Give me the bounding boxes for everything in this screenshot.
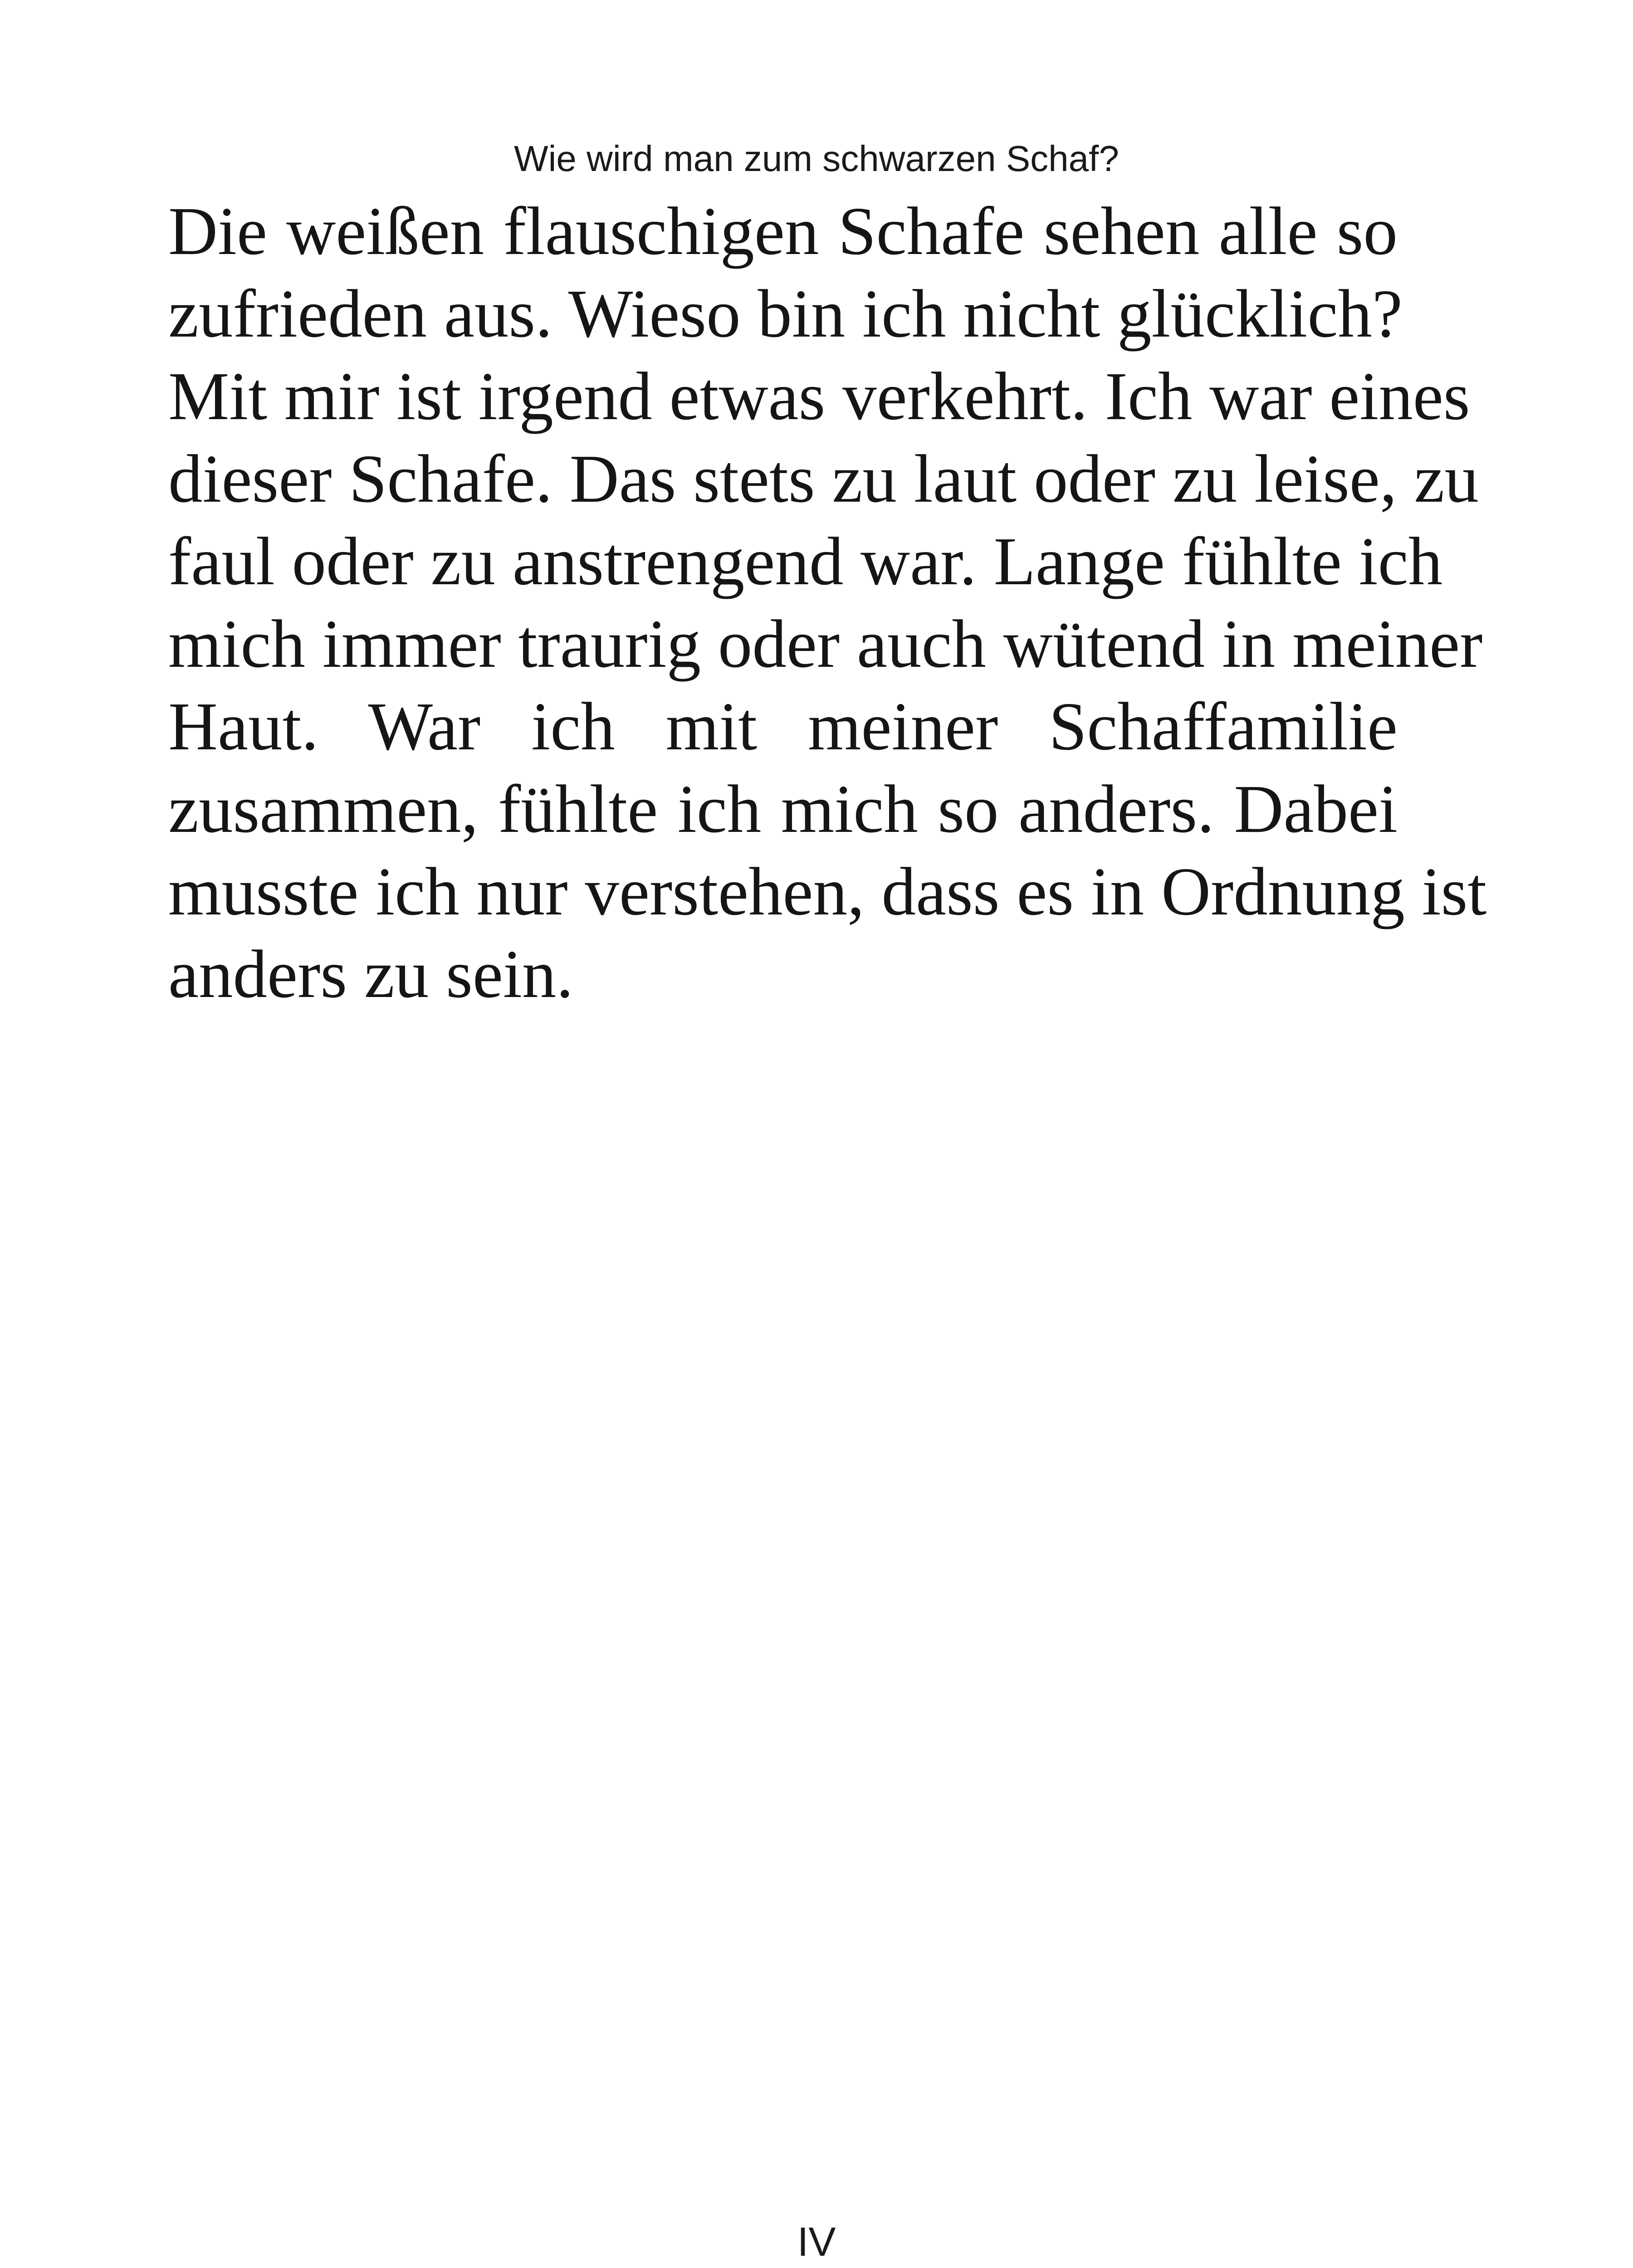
text-line: mich immer traurig oder auch wütend in meiner bbox=[168, 606, 1483, 682]
text-line: zufrieden aus. Wieso bin ich nicht glücklich? bbox=[168, 275, 1403, 352]
text-line: dieser Schafe. Das stets zu laut oder zu leise, zu bbox=[168, 440, 1479, 517]
text-line: Mit mir ist irgend etwas verkehrt. Ich war eines bbox=[168, 358, 1470, 434]
running-header: Wie wird man zum schwarzen Schaf? bbox=[514, 138, 1119, 179]
text-line: zusammen, fühlte ich mich so anders. Dabei bbox=[168, 771, 1398, 847]
page-number: IV bbox=[797, 2219, 836, 2265]
body-paragraph bbox=[168, 190, 1487, 1015]
text-line-last: anders zu sein. bbox=[168, 936, 574, 1012]
text-line: Haut. War ich mit meiner Schaffamilie bbox=[168, 688, 1398, 764]
text-line: Die weißen flauschigen Schafe sehen alle so bbox=[168, 193, 1398, 269]
text-line: musste ich nur verstehen, dass es in Ordnung ist bbox=[168, 853, 1487, 929]
text-line: faul oder zu anstrengend war. Lange fühlte ich bbox=[168, 523, 1443, 599]
